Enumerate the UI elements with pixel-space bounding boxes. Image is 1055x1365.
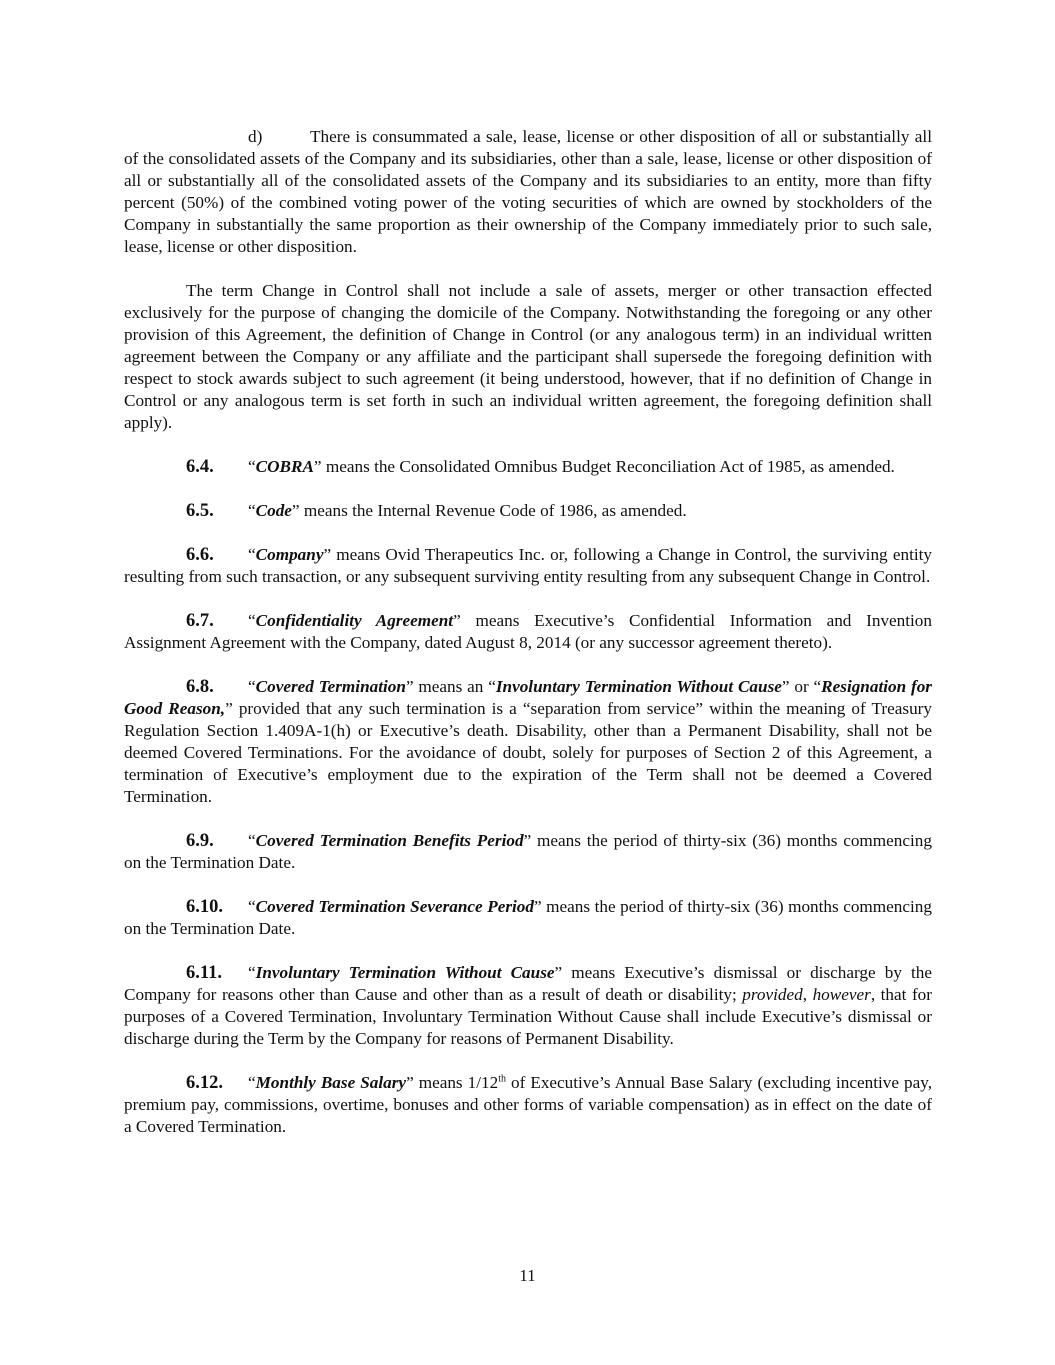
definition-text: , that for purposes of a Covered Termination, Involuntary Termination Without Cause shall include Executive’s dismissal or discharge during the Term by the Company for reasons of Permanent Disability. (124, 985, 932, 1048)
defined-term: Confidentiality Agreement (255, 611, 454, 630)
definition-text: means the Consolidated Omnibus Budget Reconciliation Act of 1985, as amended. (321, 457, 895, 476)
section-number: 6.9. (186, 831, 214, 851)
paragraph-d-text: There is consummated a sale, lease, license or other disposition of all or substantially all of the consolidated assets of the Company and its subsidiaries, other than a sale, lease, license or other disposition of all or substantially all of the consolidated assets of the Company and its subsidiaries to an entity, more than fifty percent (50%) of the combined voting power of the voting securities of which are owned by stockholders of the Company in substantially the same proportion as their ownership of the Company immediately prior to such sale, lease, license or other disposition. (124, 127, 932, 256)
section-number: 6.10. (186, 897, 223, 917)
defined-term: Covered Termination (255, 677, 406, 696)
definition-text: means the period of thirty-six (36) months commencing on the Termination Date. (124, 897, 932, 938)
section-6-11: 6.11. “Involuntary Termination Without Cause” means Executive’s dismissal or discharge by the Company for reasons other than Cause and other than as a result of death or disability; provided, however, that for purposes of a Covered Termination, Involuntary Termination Without Cause shall include Executive’s dismissal or discharge during the Term by the Company for reasons of Permanent Disability. (124, 963, 933, 1048)
section-6-6: 6.6. “Company” means Ovid Therapeutics Inc. or, following a Change in Control, the surviving entity resulting from such transaction, or any subsequent surviving entity resulting from any subsequent Change in Control. (124, 545, 932, 586)
definition-text: means an (413, 677, 489, 696)
section-6-12: 6.12. “Monthly Base Salary” means 1/12th of Executive’s Annual Base Salary (excluding incentive pay, premium pay, commissions, overtime, bonuses and other forms of variable compensation) as in effect on the date of a Covered Termination. (124, 1073, 933, 1136)
defined-term: Company (255, 545, 324, 564)
defined-term: Involuntary Termination Without Cause (495, 677, 782, 696)
definition-text: means 1/12 (413, 1073, 499, 1092)
section-number: 6.7. (186, 611, 214, 631)
definition-text: or (789, 677, 814, 696)
defined-term: Monthly Base Salary (255, 1073, 407, 1092)
italic-however: however (812, 985, 871, 1004)
section-6-9: 6.9. “Covered Termination Benefits Period” means the period of thirty-six (36) months commencing on the Termination Date. (124, 831, 932, 872)
page-number: 11 (519, 1266, 536, 1285)
defined-term: Code (255, 501, 292, 520)
section-number: 6.11. (186, 963, 222, 983)
defined-term: Covered Termination Benefits Period (255, 831, 524, 850)
section-number: 6.8. (186, 677, 214, 697)
section-6-5: 6.5. “Code” means the Internal Revenue Code of 1986, as amended. (186, 501, 687, 521)
defined-term: Resignation for Good Reason, (124, 677, 932, 718)
defined-term: Involuntary Termination Without Cause (255, 963, 555, 982)
section-number: 6.6. (186, 545, 214, 565)
section-6-10: 6.10. “Covered Termination Severance Period” means the period of thirty-six (36) months commencing on the Termination Date. (124, 897, 932, 938)
definition-text: means Ovid Therapeutics Inc. or, following a Change in Control, the surviving entity resulting from such transaction, or any subsequent surviving entity resulting from any subsequent Change in Control. (124, 545, 932, 586)
superscript-th: th (498, 1073, 506, 1085)
section-6-7: 6.7. “Confidentiality Agreement” means Executive’s Confidential Information and Invention Assignment Agreement with the Company, dated August 8, 2014 (or any successor agreement thereto). (124, 611, 932, 652)
definition-text: means Executive’s Confidential Information and Invention Assignment Agreement with the Company, dated August 8, 2014 (or any successor agreement thereto). (124, 611, 932, 652)
definition-text: means the Internal Revenue Code of 1986, as amended. (299, 501, 687, 520)
definition-text: means Executive’s dismissal or discharge by the Company for reasons other than Cause and other than as a result of death or disability; (124, 963, 933, 1004)
section-number: 6.5. (186, 501, 214, 521)
section-number: 6.12. (186, 1073, 223, 1093)
section-6-4: 6.4. “COBRA” means the Consolidated Omnibus Budget Reconciliation Act of 1985, as amended. (186, 457, 895, 477)
definition-text: provided that any such termination is a “separation from service” within the meaning of Treasury Regulation Section 1.409A-1(h) or Executive’s death. Disability, other than a Permanent Disability, shall not be deemed Covered Terminations. For the avoidance of doubt, solely for purposes of Section 2 of this Agreement, a termination of Executive’s employment due to the expiration of the Term shall not be deemed a Covered Termination. (124, 699, 932, 806)
document-page (124, 126, 932, 1160)
section-number: 6.4. (186, 457, 214, 477)
defined-term: COBRA (255, 457, 314, 476)
definition-text: means the period of thirty-six (36) months commencing on the Termination Date. (124, 831, 932, 872)
italic-provided: provided (742, 985, 803, 1004)
defined-term: Covered Termination Severance Period (255, 897, 534, 916)
definition-text: of Executive’s Annual Base Salary (excluding incentive pay, premium pay, commissions, overtime, bonuses and other forms of variable compensation) as in effect on the date of a Covered Termination. (124, 1073, 933, 1136)
paragraph-change-in-control: The term Change in Control shall not include a sale of assets, merger or other transaction effected exclusively for the purpose of changing the domicile of the Company. Notwithstanding the foregoing or any other provision of this Agreement, the definition of Change in Control (or any analogous term) in an individual written agreement between the Company or any affiliate and the participant shall supersede the foregoing definition with respect to stock awards subject to such agreement (it being understood, however, that if no definition of Change in Control or any analogous term is set forth in such an individual written agreement, the foregoing definition shall apply). (124, 281, 932, 432)
section-6-8: 6.8. “Covered Termination” means an “Involuntary Termination Without Cause” or “Resignation for Good Reason,” provided that any such termination is a “separation from service” within the meaning of Treasury Regulation Section 1.409A-1(h) or Executive’s death. Disability, other than a Permanent Disability, shall not be deemed Covered Terminations. For the avoidance of doubt, solely for purposes of Section 2 of this Agreement, a termination of Executive’s employment due to the expiration of the Term shall not be deemed a Covered Termination. (124, 677, 932, 806)
paragraph-d (124, 126, 932, 258)
paragraph-d-label: d) (248, 127, 263, 146)
